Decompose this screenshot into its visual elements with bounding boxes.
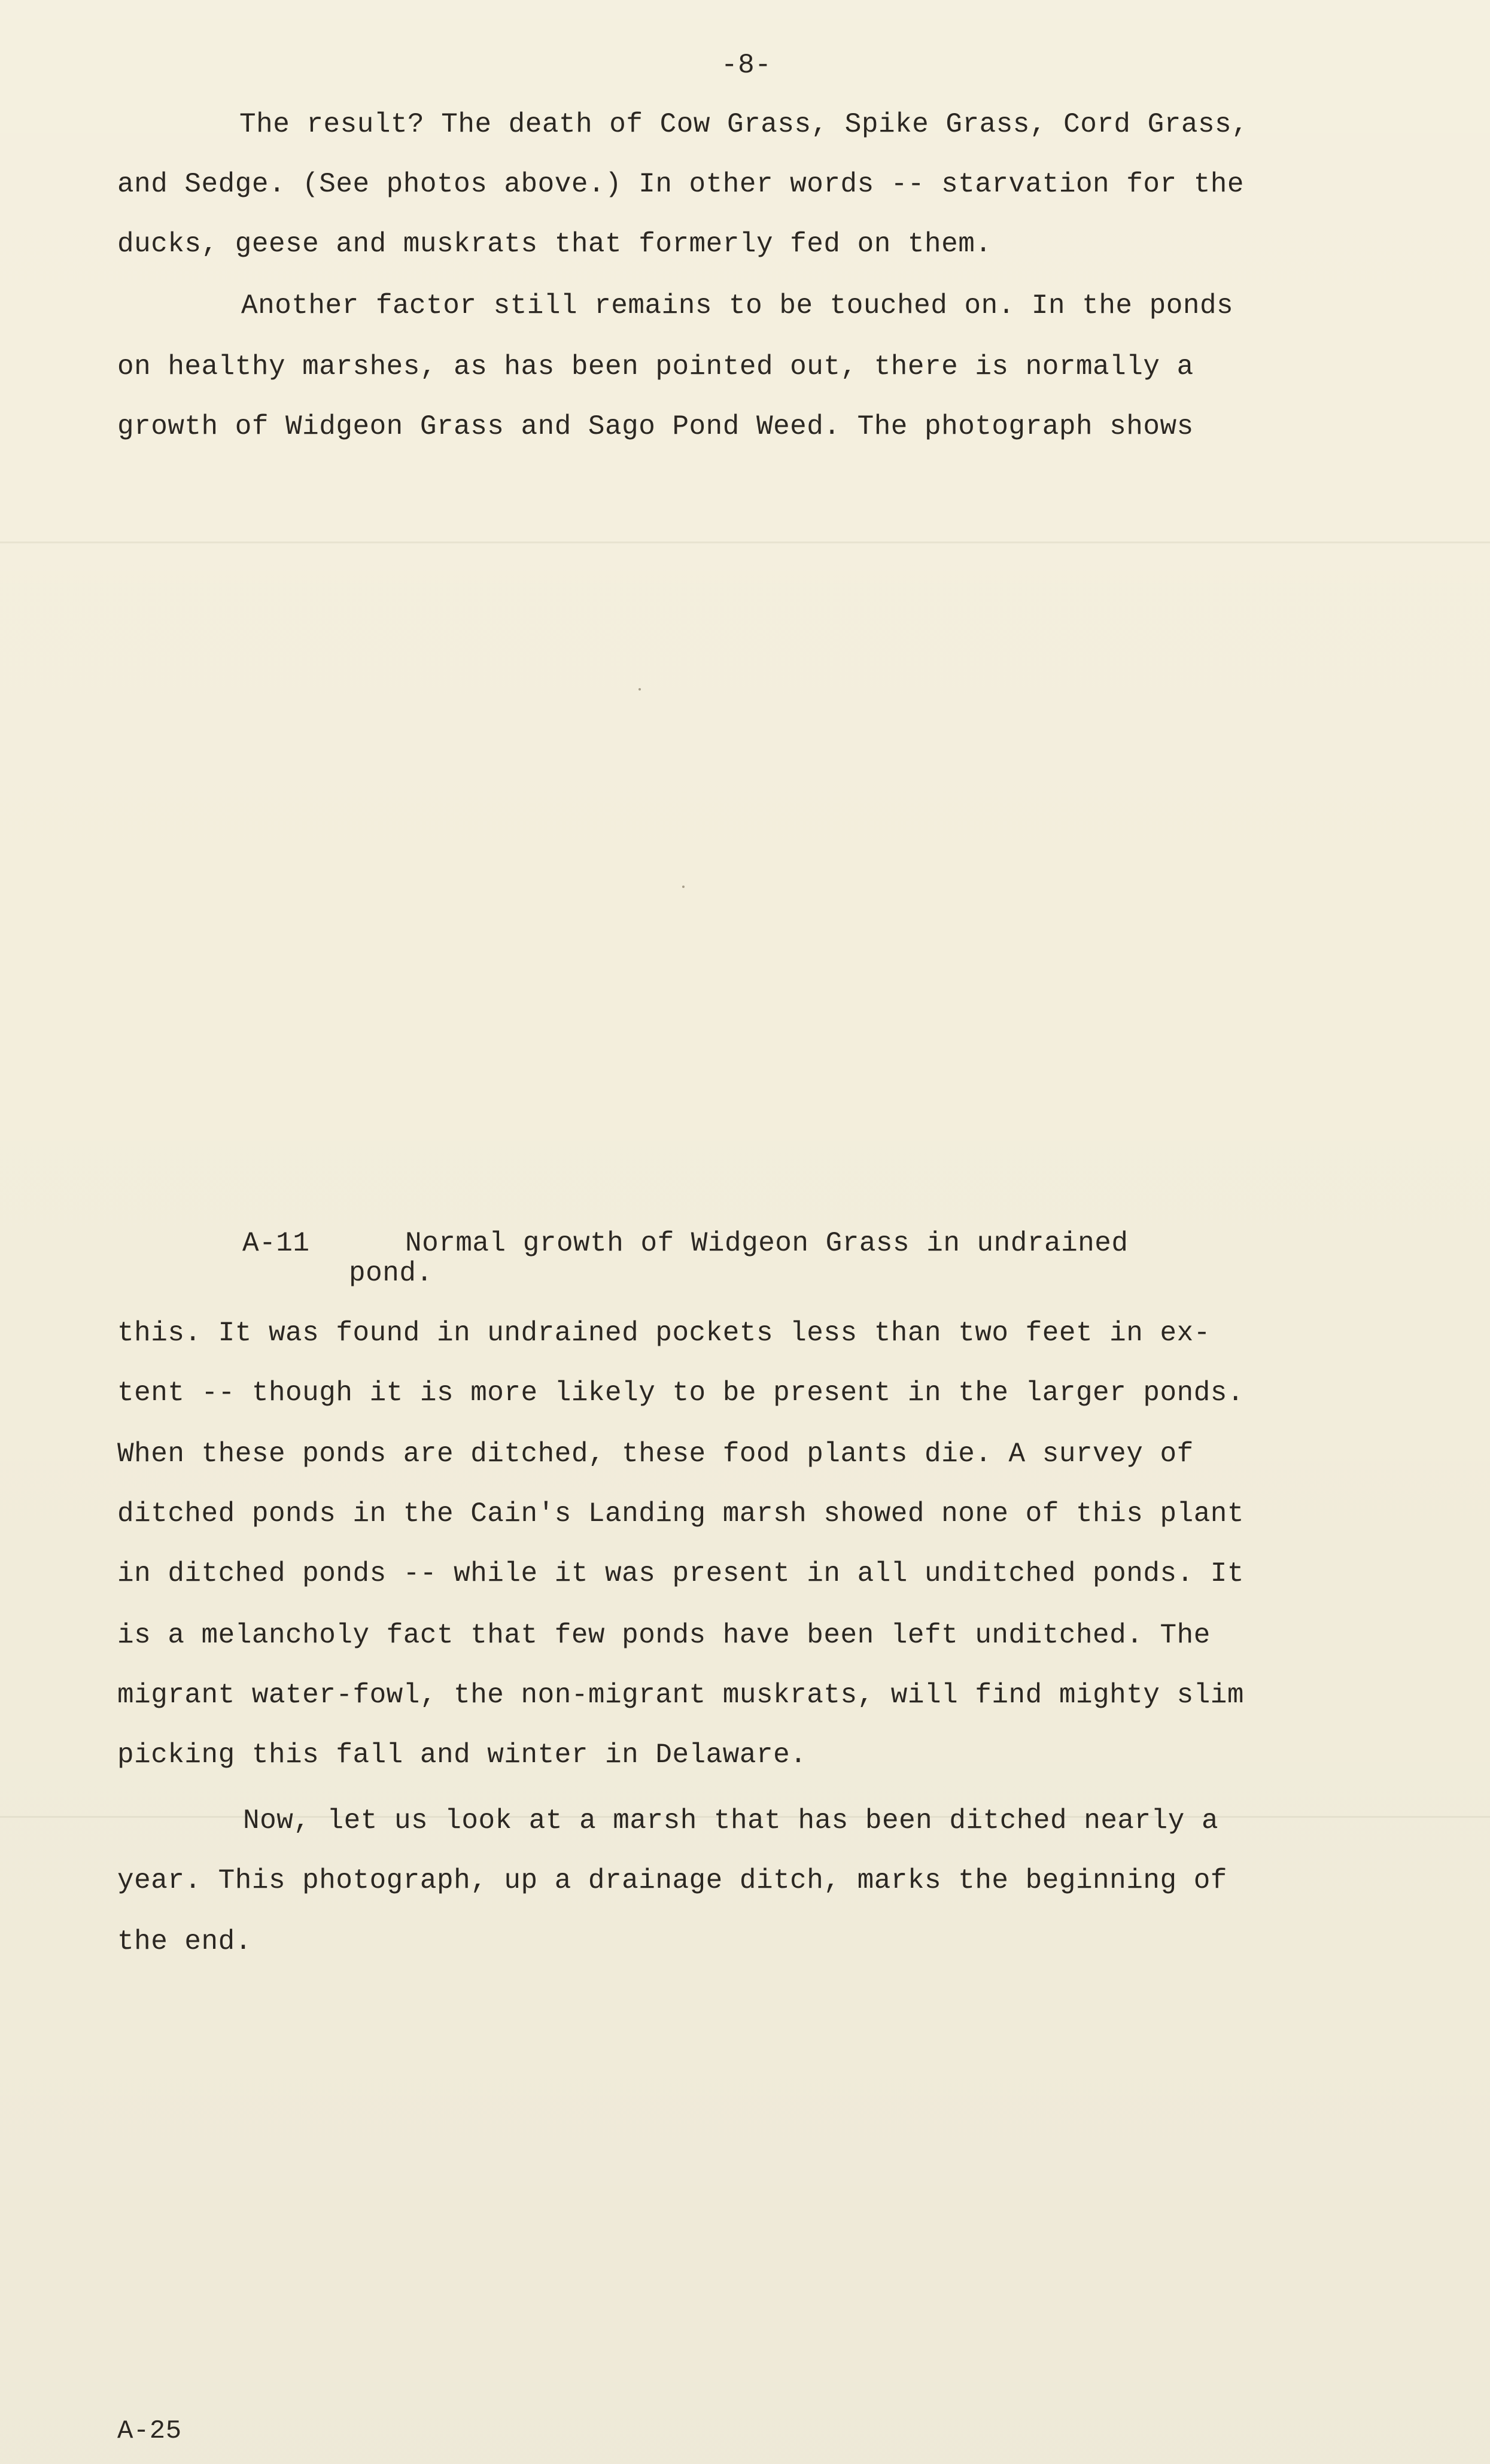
paragraph-1-line-1: The result? The death of Cow Grass, Spike Grass, Cord Grass, — [239, 109, 1249, 140]
paragraph-4-line-2: year. This photograph, up a drainage ditch, marks the beginning of — [117, 1865, 1227, 1896]
paper-fold-line — [0, 542, 1490, 543]
paragraph-3-line-2: tent -- though it is more likely to be present in the larger ponds. — [117, 1377, 1245, 1409]
paragraph-3-line-1: this. It was found in undrained pockets less than two feet in ex- — [117, 1318, 1211, 1349]
paper-speck — [682, 886, 685, 888]
paragraph-2-line-1: Another factor still remains to be touched on. In the ponds — [241, 290, 1234, 321]
paragraph-3-line-4: ditched ponds in the Cain's Landing marsh showed none of this plant — [117, 1498, 1245, 1529]
paragraph-1-line-3: ducks, geese and muskrats that formerly fed on them. — [117, 229, 992, 260]
paragraph-3-line-7: migrant water-fowl, the non-migrant muskrats, will find mighty slim — [117, 1680, 1245, 1711]
paper-speck — [638, 688, 641, 690]
paragraph-4-line-1: Now, let us look at a marsh that has been ditched nearly a — [243, 1805, 1219, 1836]
page-footer-code: A-25 — [117, 2416, 182, 2446]
paragraph-2-line-3: growth of Widgeon Grass and Sago Pond Weed. The photograph shows — [117, 411, 1194, 442]
paragraph-3-line-6: is a melancholy fact that few ponds have been left unditched. The — [117, 1620, 1211, 1651]
paragraph-4-line-3: the end. — [117, 1926, 252, 1957]
paragraph-3-line-5: in ditched ponds -- while it was present in all unditched ponds. It — [117, 1558, 1245, 1589]
paragraph-3-line-8: picking this fall and winter in Delaware. — [117, 1739, 807, 1771]
page-number: -8- — [721, 50, 772, 81]
paragraph-3-line-3: When these ponds are ditched, these food plants die. A survey of — [117, 1438, 1194, 1470]
figure-caption-line-2: pond. — [349, 1258, 433, 1289]
figure-caption-line-1: Normal growth of Widgeon Grass in undrained — [405, 1228, 1129, 1259]
paragraph-2-line-2: on healthy marshes, as has been pointed out, there is normally a — [117, 351, 1194, 382]
figure-label: A-11 — [242, 1228, 310, 1259]
paragraph-1-line-2: and Sedge. (See photos above.) In other words -- starvation for the — [117, 169, 1245, 200]
